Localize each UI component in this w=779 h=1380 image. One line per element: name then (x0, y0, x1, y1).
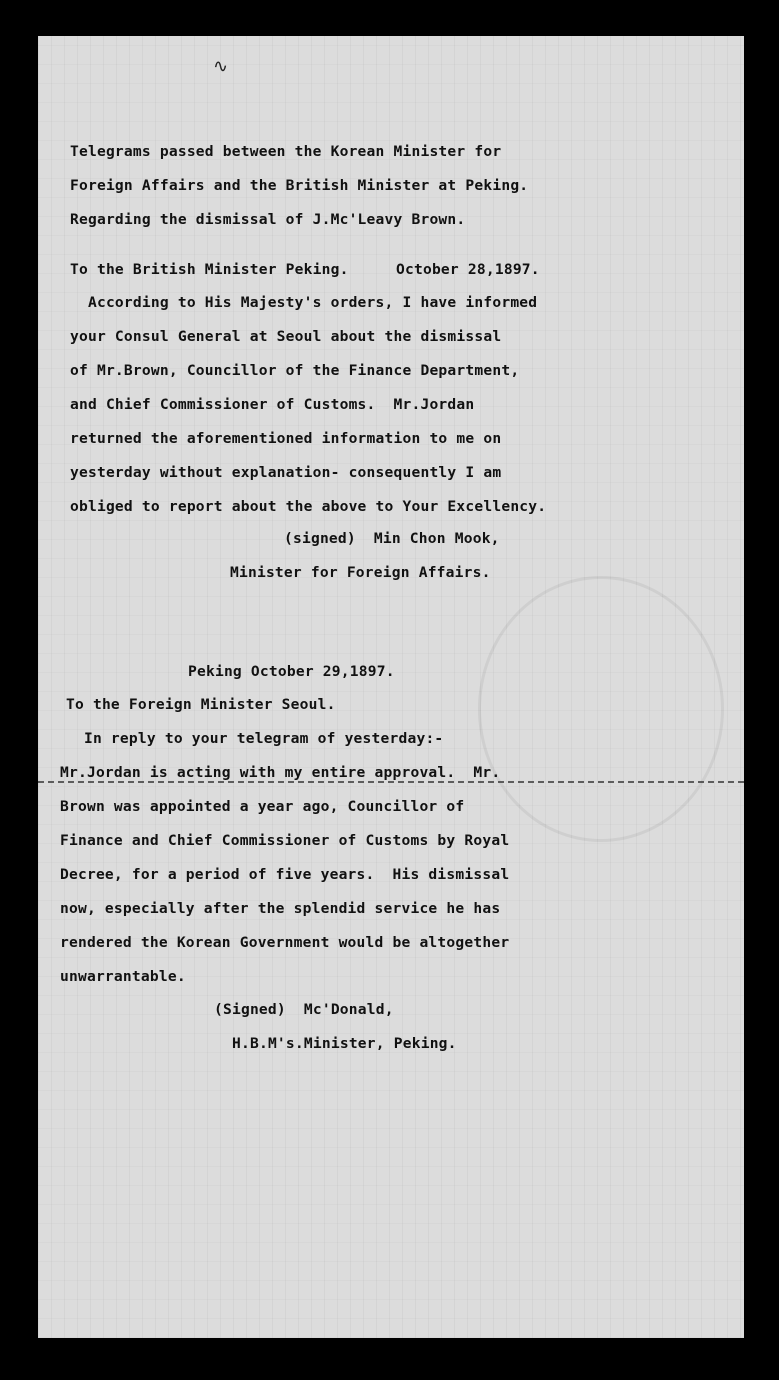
faint-seal-watermark (478, 576, 724, 842)
heading-line-3: Regarding the dismissal of J.Mc'Leavy Brown. (70, 211, 466, 228)
telegram2-body-line: rendered the Korean Government would be altogether (60, 934, 510, 951)
telegram1-body-line: your Consul General at Seoul about the dismissal (70, 328, 502, 345)
telegram1-signatory-title: Minister for Foreign Affairs. (230, 564, 491, 581)
telegram2-body-line: Finance and Chief Commissioner of Customs by Royal (60, 832, 510, 849)
telegram2-body-line: now, especially after the splendid service he has (60, 900, 501, 917)
telegram2-body-line: Brown was appointed a year ago, Councillor of (60, 798, 465, 815)
telegram1-body-line: obliged to report about the above to Your Excellency. (70, 498, 547, 515)
telegram2-body-line: Mr.Jordan is acting with my entire approval. Mr. (60, 764, 501, 781)
telegram2-body-line: In reply to your telegram of yesterday:- (66, 730, 444, 747)
telegram1-body-line: of Mr.Brown, Councillor of the Finance Department, (70, 362, 520, 379)
telegram2-body-line: Decree, for a period of five years. His dismissal (60, 866, 510, 883)
telegram2-address: To the Foreign Minister Seoul. (66, 696, 336, 713)
pencil-mark: ∿ (213, 56, 229, 77)
telegram1-body-line: yesterday without explanation- consequently I am (70, 464, 502, 481)
telegram1-date: October 28,1897. (396, 261, 540, 278)
page-fold-line (38, 781, 744, 783)
telegram2-signature: (Signed) Mc'Donald, (214, 1001, 394, 1018)
telegram1-address: To the British Minister Peking. (70, 261, 349, 278)
telegram2-body-line: unwarrantable. (60, 968, 186, 985)
telegram2-date: Peking October 29,1897. (188, 663, 395, 680)
telegram2-signatory-title: H.B.M's.Minister, Peking. (232, 1035, 457, 1052)
telegram1-body-line: returned the aforementioned information to me on (70, 430, 502, 447)
telegram1-signature: (signed) Min Chon Mook, (284, 530, 500, 547)
heading-line-2: Foreign Affairs and the British Minister at Peking. (70, 177, 529, 194)
heading-line-1: Telegrams passed between the Korean Minister for (70, 143, 502, 160)
telegram1-body-line: and Chief Commissioner of Customs. Mr.Jordan (70, 396, 475, 413)
document-page (38, 36, 744, 1338)
telegram1-body-line: According to His Majesty's orders, I have informed (70, 294, 538, 311)
